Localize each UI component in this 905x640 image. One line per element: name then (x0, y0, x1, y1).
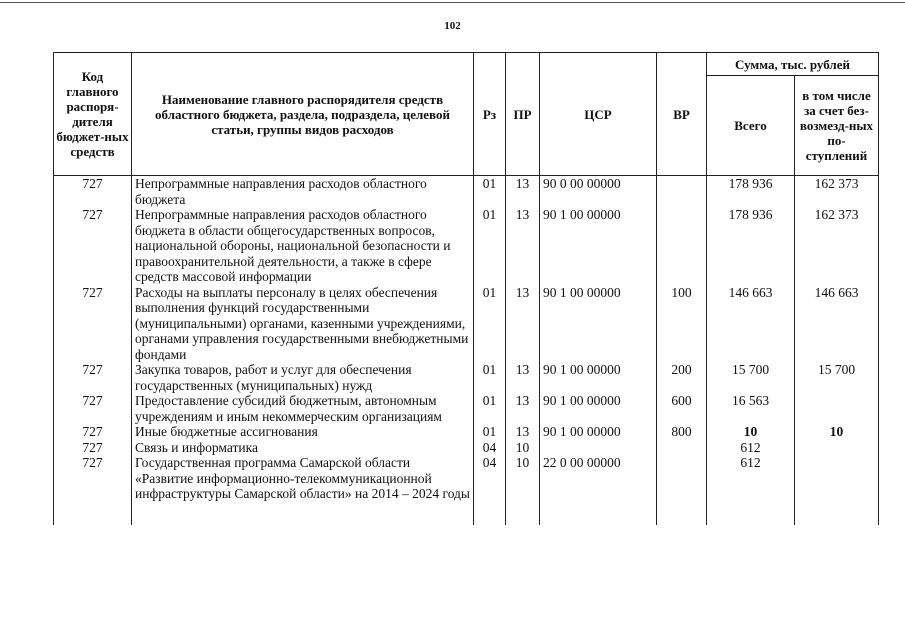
cell-free: 10 (795, 424, 879, 440)
table-row (54, 424, 879, 440)
cell-total: 10 (707, 424, 795, 440)
cell-rz: 01 (474, 207, 506, 285)
cell-rz: 04 (474, 455, 506, 525)
table-body (54, 176, 879, 526)
cell-name: Связь и информатика (132, 440, 474, 456)
cell-rz: 04 (474, 440, 506, 456)
table-row (54, 393, 879, 424)
header-free: в том числе за счет без-возмезд-ных по-ступлений (795, 76, 879, 176)
cell-vr: 100 (657, 285, 707, 363)
cell-free (795, 440, 879, 456)
cell-vr (657, 440, 707, 456)
cell-code: 727 (54, 393, 132, 424)
cell-pr: 13 (506, 362, 540, 393)
cell-rz: 01 (474, 285, 506, 363)
cell-csr: 90 0 00 00000 (540, 176, 657, 208)
cell-name: Государственная программа Самарской области «Развитие информационно-телекоммуникационной инфраструктуры Самарской области» на 2014 – 2024 годы (132, 455, 474, 525)
cell-pr: 10 (506, 440, 540, 456)
header-code: Код главного распоря-дителя бюджет-ных средств (54, 53, 132, 176)
cell-pr: 13 (506, 393, 540, 424)
table-row (54, 207, 879, 285)
cell-code: 727 (54, 176, 132, 208)
cell-pr: 13 (506, 285, 540, 363)
cell-csr: 90 1 00 00000 (540, 393, 657, 424)
cell-code: 727 (54, 424, 132, 440)
header-sum-group: Сумма, тыс. рублей (707, 53, 879, 76)
cell-total: 612 (707, 440, 795, 456)
cell-name: Непрограммные направления расходов областного бюджета (132, 176, 474, 208)
cell-csr: 90 1 00 00000 (540, 362, 657, 393)
cell-csr: 22 0 00 00000 (540, 455, 657, 525)
budget-table (53, 52, 879, 525)
cell-rz: 01 (474, 424, 506, 440)
cell-name: Непрограммные направления расходов областного бюджета в области общегосударственных вопросов, национальной обороны, национальной безопасности и правоохранительной деятельности, а также в сфере средств массовой информации (132, 207, 474, 285)
header-name: Наименование главного распорядителя средств областного бюджета, раздела, подраздела, целевой статьи, группы видов расходов (132, 53, 474, 176)
cell-name: Иные бюджетные ассигнования (132, 424, 474, 440)
cell-vr (657, 207, 707, 285)
cell-code: 727 (54, 440, 132, 456)
cell-total: 15 700 (707, 362, 795, 393)
cell-vr (657, 455, 707, 525)
cell-csr: 90 1 00 00000 (540, 285, 657, 363)
table-row (54, 455, 879, 525)
header-vr: ВР (657, 53, 707, 176)
cell-rz: 01 (474, 393, 506, 424)
cell-rz: 01 (474, 176, 506, 208)
cell-free: 146 663 (795, 285, 879, 363)
table-row (54, 362, 879, 393)
page-number: 102 (444, 20, 461, 32)
cell-code: 727 (54, 362, 132, 393)
cell-csr: 90 1 00 00000 (540, 424, 657, 440)
cell-vr (657, 176, 707, 208)
header-total: Всего (707, 76, 795, 176)
cell-code: 727 (54, 455, 132, 525)
cell-name: Закупка товаров, работ и услуг для обеспечения государственных (муниципальных) нужд (132, 362, 474, 393)
table-row (54, 285, 879, 363)
cell-free: 15 700 (795, 362, 879, 393)
cell-total: 178 936 (707, 207, 795, 285)
table-row (54, 440, 879, 456)
cell-csr: 90 1 00 00000 (540, 207, 657, 285)
cell-pr: 13 (506, 176, 540, 208)
cell-name: Расходы на выплаты персоналу в целях обеспечения выполнения функций государственными (муниципальными) органами, казенными учреждениями, органами управления государственными внебюджетными фондами (132, 285, 474, 363)
header-csr: ЦСР (540, 53, 657, 176)
table-row (54, 176, 879, 208)
header-rz: Рз (474, 53, 506, 176)
cell-name: Предоставление субсидий бюджетным, автономным учреждениям и иным некоммерческим организациям (132, 393, 474, 424)
cell-free: 162 373 (795, 176, 879, 208)
cell-free (795, 455, 879, 525)
cell-csr (540, 440, 657, 456)
cell-total: 146 663 (707, 285, 795, 363)
cell-code: 727 (54, 207, 132, 285)
cell-code: 727 (54, 285, 132, 363)
cell-pr: 10 (506, 455, 540, 525)
cell-vr: 200 (657, 362, 707, 393)
cell-vr: 600 (657, 393, 707, 424)
cell-free (795, 393, 879, 424)
page-top-edge (0, 2, 905, 3)
cell-vr: 800 (657, 424, 707, 440)
cell-free: 162 373 (795, 207, 879, 285)
cell-total: 612 (707, 455, 795, 525)
cell-total: 16 563 (707, 393, 795, 424)
cell-total: 178 936 (707, 176, 795, 208)
cell-pr: 13 (506, 424, 540, 440)
cell-rz: 01 (474, 362, 506, 393)
cell-pr: 13 (506, 207, 540, 285)
header-pr: ПР (506, 53, 540, 176)
